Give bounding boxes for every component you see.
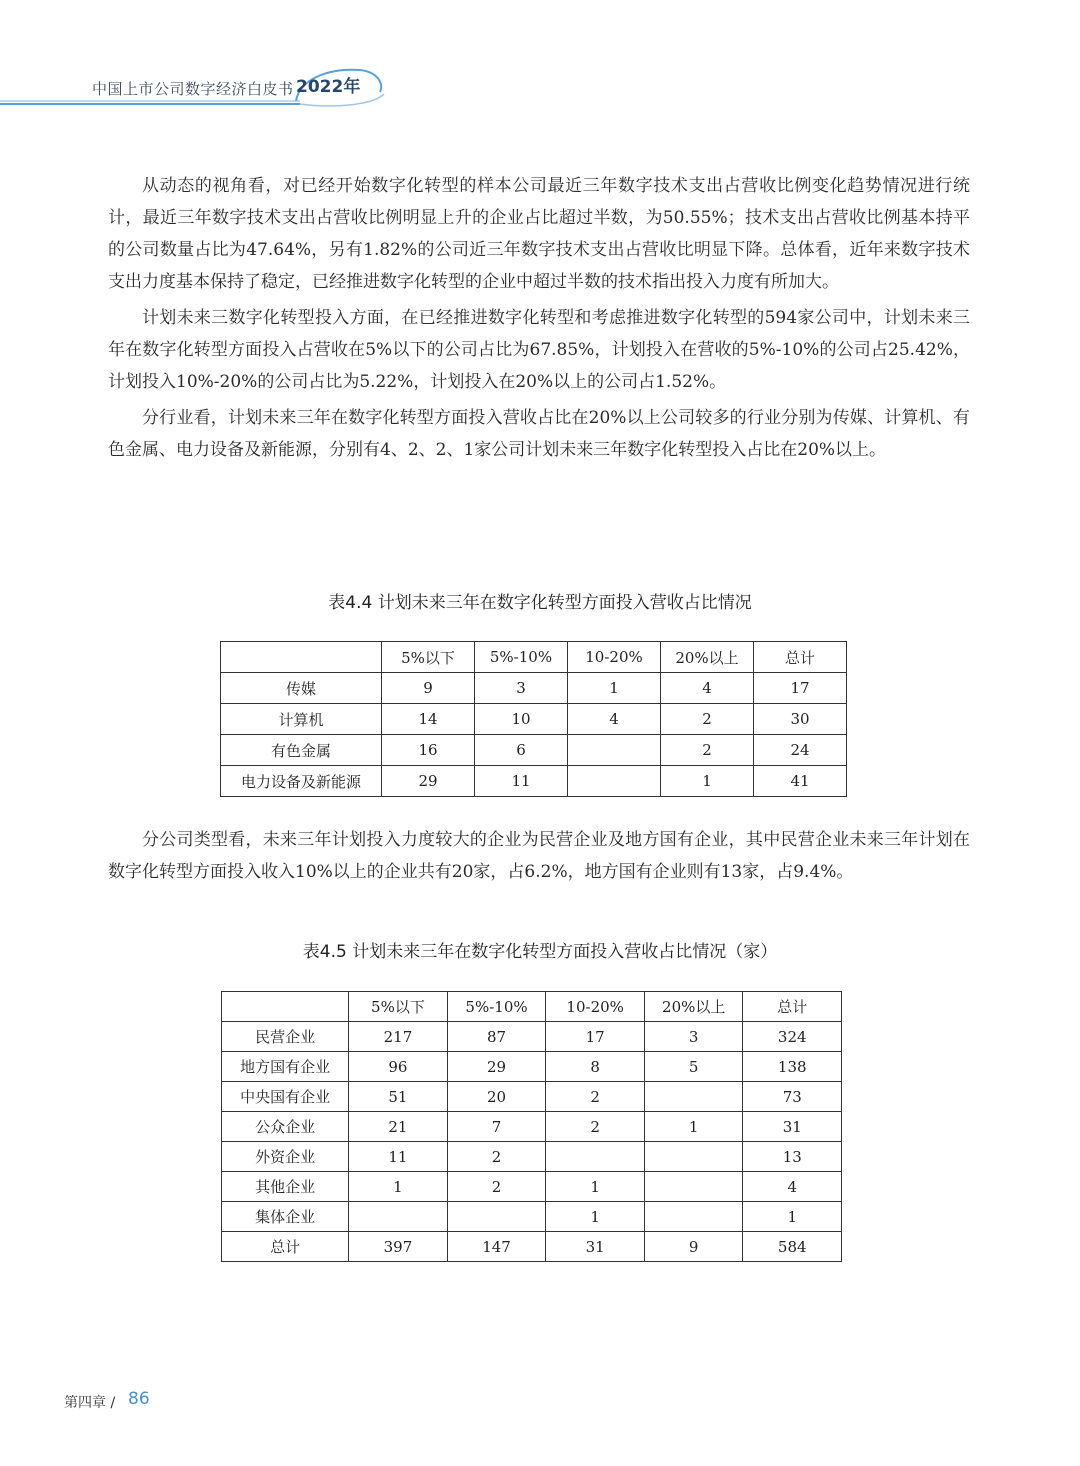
table-cell: 7 [447,1112,546,1142]
table-4-5 [221,991,842,1262]
table-row [221,735,847,766]
body-text-middle [108,824,970,892]
table-cell: 4 [743,1172,842,1202]
table-cell: 2 [447,1142,546,1172]
paragraph-4: 分公司类型看，未来三年计划投入力度较大的企业为民营企业及地方国有企业，其中民营企业未来三年计划在数字化转型方面投入收入10%以上的企业共有20家，占6.2%，地方国有企业则有13家，占9.4%。 [108,830,970,882]
header-title: 中国上市公司数字经济白皮书 [92,80,294,98]
paragraph-2: 计划未来三数字化转型投入方面，在已经推进数字化转型和考虑推进数字化转型的594家公司中，计划未来三年在数字化转型方面投入占营收在5%以下的公司占比为67.85%，计划投入在营收的5%-10%的公司占25.42%，计划投入10%-20%的公司占比为5.22%，计划投入在20%以上的公司占1.52%。 [108,308,970,392]
table-cell: 73 [743,1082,842,1112]
table-cell [568,766,661,797]
table-cell: 4 [661,673,754,704]
row-label: 有色金属 [221,735,382,766]
table-header-row [222,992,842,1022]
table-cell: 96 [349,1052,447,1082]
table-cell: 397 [349,1232,447,1262]
table-cell [644,1082,743,1112]
table-row [222,1172,842,1202]
table-cell: 138 [743,1052,842,1082]
header-cell: 5%以下 [382,642,475,673]
paragraph-3: 分行业看，计划未来三年在数字化转型方面投入营收占比在20%以上公司较多的行业分别为传媒、计算机、有色金属、电力设备及新能源，分别有4、2、2、1家公司计划未来三年数字化转型投入占比在20%以上。 [108,408,970,460]
table-cell: 51 [349,1082,447,1112]
page-header [0,60,1080,120]
table-row [222,1112,842,1142]
row-label: 其他企业 [222,1172,349,1202]
table-cell: 30 [754,704,847,735]
table-cell: 29 [447,1052,546,1082]
table-cell: 41 [754,766,847,797]
table-header-row [221,642,847,673]
row-label: 地方国有企业 [222,1052,349,1082]
table-cell: 9 [382,673,475,704]
row-label: 外资企业 [222,1142,349,1172]
row-label: 民营企业 [222,1022,349,1052]
footer-chapter: 第四章 / [64,1395,116,1411]
table-cell: 11 [349,1142,447,1172]
row-label: 集体企业 [222,1202,349,1232]
table-row [222,1142,842,1172]
table-cell: 8 [546,1052,645,1082]
table-total-row [222,1232,842,1262]
header-cell [221,642,382,673]
table-cell: 9 [644,1232,743,1262]
row-label: 中央国有企业 [222,1082,349,1112]
header-cell: 总计 [754,642,847,673]
row-label: 计算机 [221,704,382,735]
body-text-top [108,170,970,470]
table-cell: 10 [475,704,568,735]
table-cell [546,1142,645,1172]
table-cell: 1 [546,1202,645,1232]
table-cell: 147 [447,1232,546,1262]
header-cell: 5%-10% [447,992,546,1022]
table-row [221,673,847,704]
table-cell: 3 [644,1022,743,1052]
header-cell: 5%以下 [349,992,447,1022]
table-cell: 13 [743,1142,842,1172]
table-cell: 1 [546,1172,645,1202]
page-number: 86 [128,1389,150,1409]
table-cell: 31 [743,1112,842,1142]
table-cell [644,1202,743,1232]
header-cell: 总计 [743,992,842,1022]
row-label: 传媒 [221,673,382,704]
row-label: 总计 [222,1232,349,1262]
table-row [222,1052,842,1082]
table-cell: 2 [661,704,754,735]
table-cell [447,1202,546,1232]
header-cell [222,992,349,1022]
table-cell: 21 [349,1112,447,1142]
table-cell: 2 [661,735,754,766]
table-4-5-caption: 表4.5 计划未来三年在数字化转型方面投入营收占比情况（家） [302,942,778,962]
header-cell: 5%-10% [475,642,568,673]
table-cell [349,1202,447,1232]
table-cell: 2 [447,1172,546,1202]
row-label: 公众企业 [222,1112,349,1142]
table-cell [644,1142,743,1172]
table-row [221,766,847,797]
table-cell: 17 [546,1022,645,1052]
table-row [221,704,847,735]
header-cell: 20%以上 [644,992,743,1022]
table-cell: 17 [754,673,847,704]
table-cell: 6 [475,735,568,766]
header-cell: 20%以上 [661,642,754,673]
table-4-4-caption: 表4.4 计划未来三年在数字化转型方面投入营收占比情况 [328,593,752,613]
table-cell: 2 [546,1112,645,1142]
table-cell: 87 [447,1022,546,1052]
table-cell: 5 [644,1052,743,1082]
table-cell: 2 [546,1082,645,1112]
table-cell: 14 [382,704,475,735]
table-row [222,1082,842,1112]
header-cell: 10-20% [568,642,661,673]
header-year: 2022年 [296,77,361,97]
table-row [222,1022,842,1052]
table-cell: 1 [349,1172,447,1202]
table-cell: 31 [546,1232,645,1262]
table-4-4 [220,641,847,797]
table-cell: 11 [475,766,568,797]
table-cell: 16 [382,735,475,766]
table-cell: 3 [475,673,568,704]
table-cell: 1 [743,1202,842,1232]
table-cell: 29 [382,766,475,797]
row-label: 电力设备及新能源 [221,766,382,797]
table-row [222,1202,842,1232]
table-cell: 1 [568,673,661,704]
table-cell: 324 [743,1022,842,1052]
table-cell: 1 [661,766,754,797]
table-cell: 1 [644,1112,743,1142]
table-cell: 20 [447,1082,546,1112]
header-cell: 10-20% [546,992,645,1022]
paragraph-1: 从动态的视角看，对已经开始数字化转型的样本公司最近三年数字技术支出占营收比例变化趋势情况进行统计，最近三年数字技术支出占营收比例明显上升的企业占比超过半数，为50.55%；技术支出占营收比例基本持平的公司数量占比为47.64%，另有1.82%的公司近三年数字技术支出占营收比明显下降。总体看，近年来数字技术支出力度基本保持了稳定，已经推进数字化转型的企业中超过半数的技术指出投入力度有所加大。 [108,176,970,292]
table-cell: 4 [568,704,661,735]
table-cell: 584 [743,1232,842,1262]
table-cell [568,735,661,766]
table-cell [644,1172,743,1202]
table-cell: 217 [349,1022,447,1052]
table-cell: 24 [754,735,847,766]
